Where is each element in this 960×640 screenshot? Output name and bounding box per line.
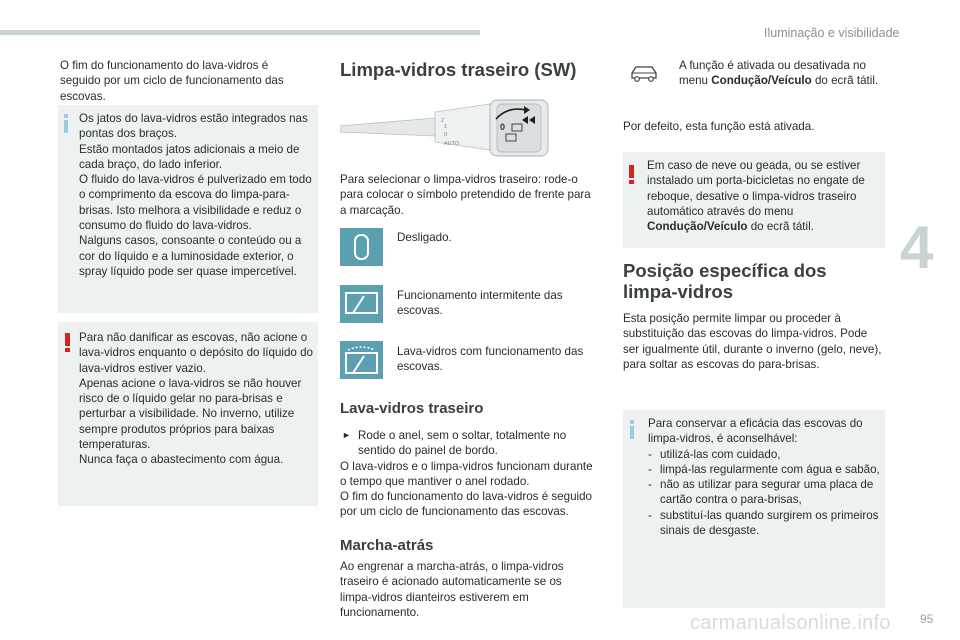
info-icon [64, 114, 69, 133]
warning-box-text: Em caso de neve ou geada, ou se estiver instalado um porta-bicicletas no engate de reboque, desative o limpa-vidros traseiro automático através do menu Condução/Veículo do ecrã tátil. [647, 159, 865, 234]
bullet-arrow-icon: ► [342, 430, 351, 440]
info-box-jets [58, 105, 318, 313]
stalk-label: 1 [444, 124, 448, 130]
col1-intro: O fim do funcionamento do lava-vidros é seguido por um ciclo de funcionamento das escovas. [60, 59, 284, 103]
col2-intro: Para selecionar o limpa-vidros traseiro: rode-o para colocar o símbolo pretendido de frente para a marcação. [340, 173, 591, 217]
page-number: 95 [920, 612, 934, 626]
wash-wipe-icon [340, 341, 383, 379]
info-box-care [623, 410, 885, 608]
section-title: Iluminação e visibilidade [764, 26, 900, 40]
stalk-label: AUTO [444, 141, 460, 147]
heading-reverse: Marcha-atrás [340, 537, 434, 554]
specific-position-body: Esta posição permite limpar ou proceder à substituição das escovas do limpa-vidros. Pode ser igualmente útil, durante o inverno (gelo, neve), para soltar as escovas do para-brisas. [623, 312, 882, 371]
default-note: Por defeito, esta função está ativada. [623, 120, 815, 133]
list-item: - substituí-las quando surgirem os primeiros sinais de desgaste. [648, 508, 880, 539]
mode-intermittent-label: Funcionamento intermitente das escovas. [397, 289, 563, 318]
mode-wash-label: Lava-vidros com funcionamento das escovas. [397, 345, 584, 374]
list-item: - não as utilizar para segurar uma placa de cartão contra o para-brisas, [648, 477, 880, 508]
heading-rear-wiper: Limpa-vidros traseiro (SW) [340, 59, 577, 80]
intermittent-wipe-icon [340, 285, 383, 323]
list-item: - limpá-las regularmente com água e sabão, [648, 462, 880, 477]
heading-specific-position: Posição específica dos limpa-vidros [623, 260, 827, 302]
warning-icon [629, 165, 635, 184]
warning-icon [65, 333, 71, 352]
warning-box-washer [58, 322, 318, 506]
info-box-text: Para conservar a eficácia das escovas do limpa-vidros, é aconselhável: - utilizá-las com cuidado, - limpá-las regularmente com água e sabão, - não as utilizar para segurar uma placa de cartão contra o para-brisas, - substituí-las quando surgirem os primeiros sinais de desgaste. [648, 416, 880, 538]
stalk-label: 2 [441, 118, 445, 124]
list-item: - utilizá-las com cuidado, [648, 447, 880, 462]
stalk-label: 0 [444, 132, 448, 138]
warning-box-text: Para não danificar as escovas, não acione o lava-vidros enquanto o depósito do líquido do lava-vidros estiver vazio. Apenas acione o lava-vidros se não houver risco de o líquido gelar no para-brisas e perturbar a visibilidade. No inverno, utilize sempre produtos próprios para baixas temperaturas. Nunca faça o abastecimento com água. [79, 331, 313, 467]
menu-note: A função é ativada ou desativada no menu Condução/Veículo do ecrã tátil. [679, 59, 879, 88]
stalk-label: 0 [500, 122, 506, 132]
car-icon [628, 62, 660, 86]
warning-box-rear-wiper [623, 152, 885, 248]
chapter-number: 4 [900, 214, 934, 281]
watermark: carmanualsonline.info [690, 612, 891, 634]
heading-rear-washer: Lava-vidros traseiro [340, 400, 484, 417]
info-icon [630, 420, 635, 439]
off-icon [340, 228, 383, 266]
reverse-body: Ao engrenar a marcha-atrás, o limpa-vidros traseiro é acionado automaticamente se os limpa-vidros dianteiros estiverem em funcionamento. [340, 560, 564, 619]
rear-washer-body: ► Rode o anel, sem o soltar, totalmente no sentido do painel de bordo. O lava-vidros e o limpa-vidros funcionam durante o tempo que mantiver o anel rodado. O fim do funcionamento do lava-vidros é seguido por um ciclo de funcionamento das escovas. [340, 429, 593, 519]
wiper-stalk-illustration [340, 92, 555, 162]
header-rule [0, 30, 480, 35]
info-box-text: Os jatos do lava-vidros estão integrados nas pontas dos braços. Estão montados jatos adicionais a meio de cada braço, do lado inferior. O fluido do lava-vidros é pulverizado em todo o comprimento da escova do limpa-para-brisas. Isto melhora a visibilidade e reduz o consumo do fluido do lava-vidros. Nalguns casos, consoante o conteúdo ou a cor do líquido e a luminosidade exterior, o spray líquido pode ser quase impercetível. [79, 112, 312, 278]
mode-off-label: Desligado. [397, 231, 452, 244]
